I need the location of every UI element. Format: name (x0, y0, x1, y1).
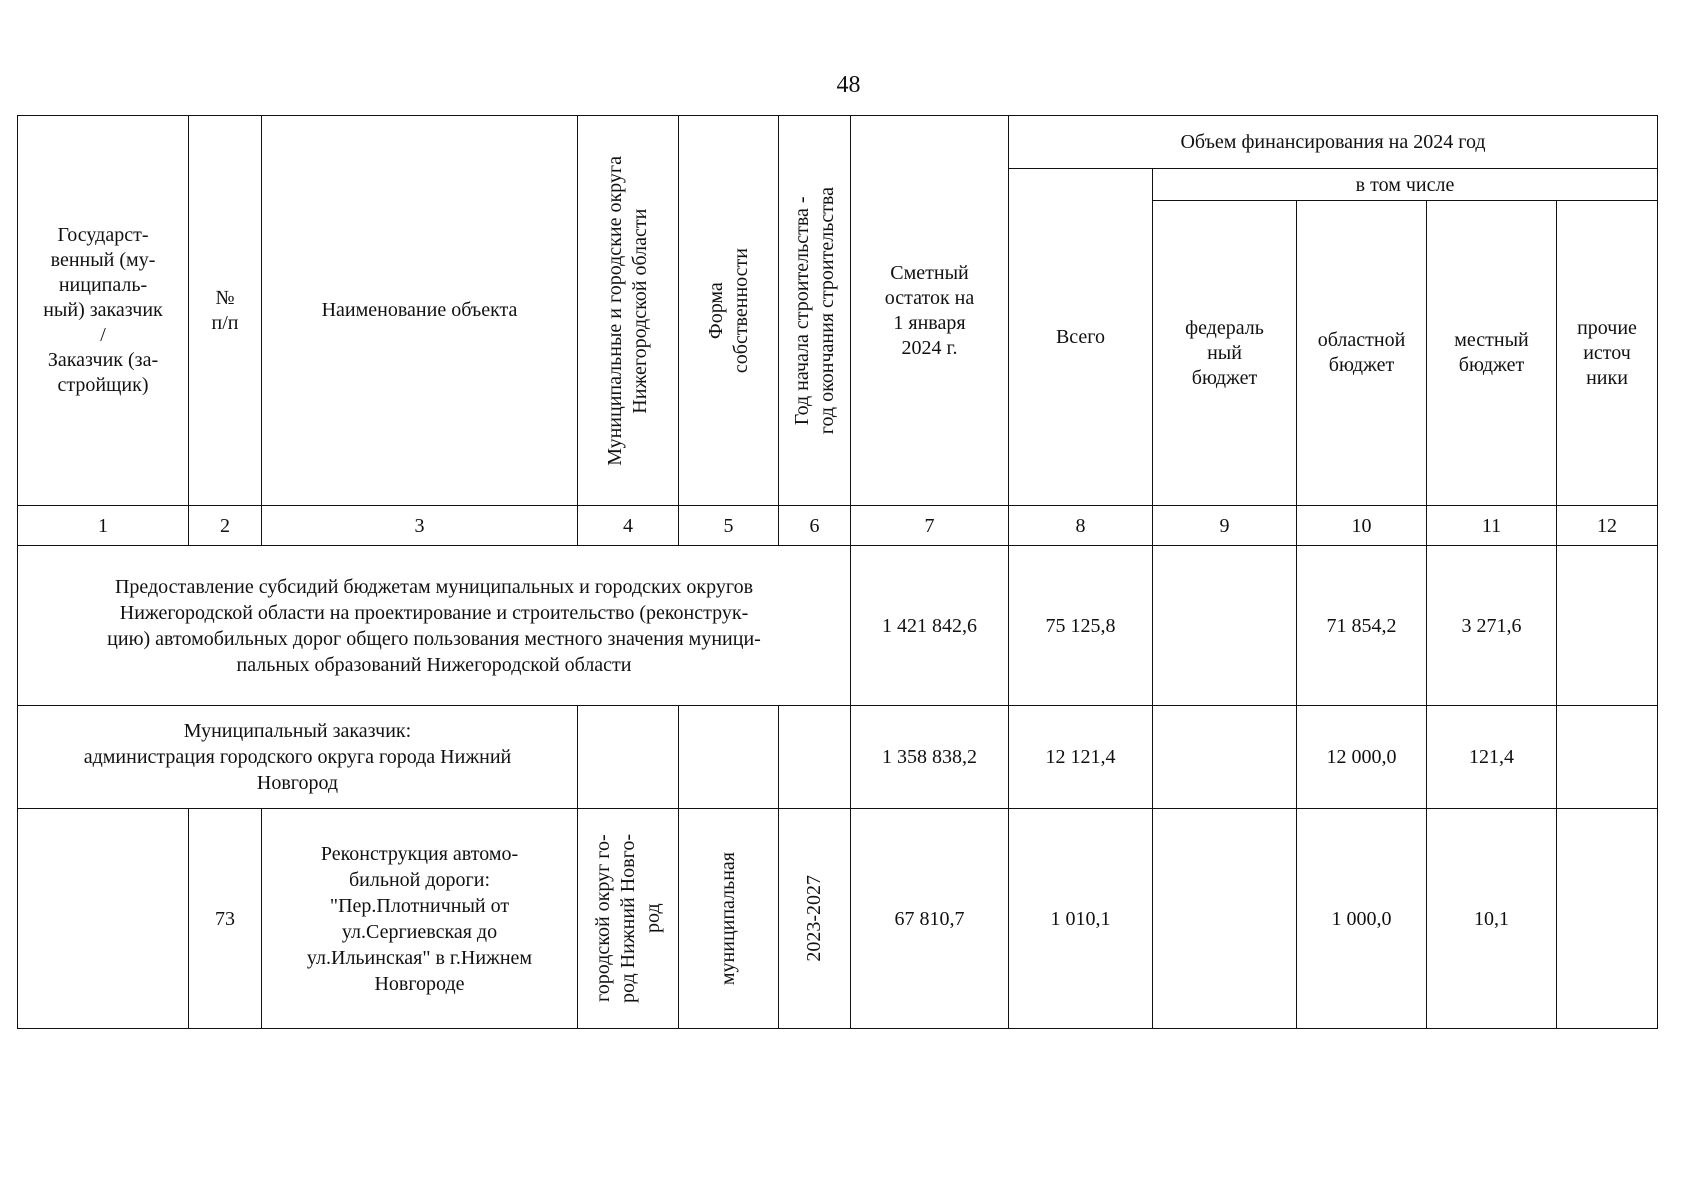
customer-districts (578, 706, 679, 809)
column-number: 12 (1557, 506, 1658, 546)
object-local: 10,1 (1427, 809, 1557, 1029)
object-name: Реконструкция автомо- бильной дороги: "Пер.Плотничный от ул.Сергиевская до ул.Ильинская" в г.Нижнем Новгороде (262, 809, 578, 1029)
object-years-text: 2023-2027 (803, 875, 825, 962)
header-local-budget: местный бюджет (1427, 201, 1557, 506)
subsidy-federal (1153, 546, 1297, 706)
header-districts-text: Муниципальные и городские округа Нижегородской области (604, 155, 651, 466)
customer-federal (1153, 706, 1297, 809)
customer-row (18, 706, 1658, 809)
header-construction-years-text: Год начала строительства - год окончания строительства (790, 186, 838, 435)
column-number: 1 (18, 506, 189, 546)
subsidy-local: 3 271,6 (1427, 546, 1557, 706)
header-ownership-text: Форма собственности (704, 247, 752, 374)
object-ownership-text: муниципальная (717, 851, 739, 986)
object-other (1557, 809, 1658, 1029)
object-row (18, 809, 1658, 1029)
header-construction-years (779, 116, 851, 506)
subsidy-description: Предоставление субсидий бюджетам муниципальных и городских округов Нижегородской области на проектирование и строительство (реконструк- цию) автомобильных дорог общего пользования местного значения муници- пальных образований Нижегородской области (18, 546, 851, 706)
object-district-text: городской округ го- род Нижний Новго- род (591, 834, 664, 1003)
subsidy-row (18, 546, 1658, 706)
header-federal-budget: федераль ный бюджет (1153, 201, 1297, 506)
subsidy-regional: 71 854,2 (1297, 546, 1427, 706)
header-funding-title: Объем финансирования на 2024 год (1009, 116, 1658, 169)
customer-regional: 12 000,0 (1297, 706, 1427, 809)
object-federal (1153, 809, 1297, 1029)
object-ownership (679, 809, 779, 1029)
customer-ownership (679, 706, 779, 809)
customer-years (779, 706, 851, 809)
header-other-sources: прочие источ ники (1557, 201, 1658, 506)
column-number-row (18, 506, 1658, 546)
header-ownership (679, 116, 779, 506)
object-estimate: 67 810,7 (851, 809, 1009, 1029)
column-number: 6 (779, 506, 851, 546)
header-districts (578, 116, 679, 506)
customer-other (1557, 706, 1658, 809)
customer-local: 121,4 (1427, 706, 1557, 809)
financing-table (17, 115, 1658, 1029)
header-row-1 (18, 116, 1658, 169)
customer-description: Муниципальный заказчик: администрация городского округа города Нижний Новгород (18, 706, 578, 809)
column-number: 8 (1009, 506, 1153, 546)
object-regional: 1 000,0 (1297, 809, 1427, 1029)
subsidy-total: 75 125,8 (1009, 546, 1153, 706)
header-total: Всего (1009, 169, 1153, 506)
customer-estimate: 1 358 838,2 (851, 706, 1009, 809)
column-number: 7 (851, 506, 1009, 546)
object-district (578, 809, 679, 1029)
object-number: 73 (189, 809, 262, 1029)
header-number: № п/п (189, 116, 262, 506)
header-regional-budget: областной бюджет (1297, 201, 1427, 506)
customer-total: 12 121,4 (1009, 706, 1153, 809)
header-estimate-balance: Сметный остаток на 1 января 2024 г. (851, 116, 1009, 506)
header-including: в том числе (1153, 169, 1658, 201)
page-number: 48 (836, 72, 861, 98)
subsidy-estimate: 1 421 842,6 (851, 546, 1009, 706)
subsidy-other (1557, 546, 1658, 706)
column-number: 4 (578, 506, 679, 546)
column-number: 2 (189, 506, 262, 546)
object-total: 1 010,1 (1009, 809, 1153, 1029)
column-number: 10 (1297, 506, 1427, 546)
object-customer (18, 809, 189, 1029)
column-number: 3 (262, 506, 578, 546)
column-number: 5 (679, 506, 779, 546)
object-years (779, 809, 851, 1029)
column-number: 11 (1427, 506, 1557, 546)
header-customer: Государст- венный (му- ниципаль- ный) заказчик / Заказчик (за- стройщик) (18, 116, 189, 506)
header-object-name: Наименование объекта (262, 116, 578, 506)
column-number: 9 (1153, 506, 1297, 546)
